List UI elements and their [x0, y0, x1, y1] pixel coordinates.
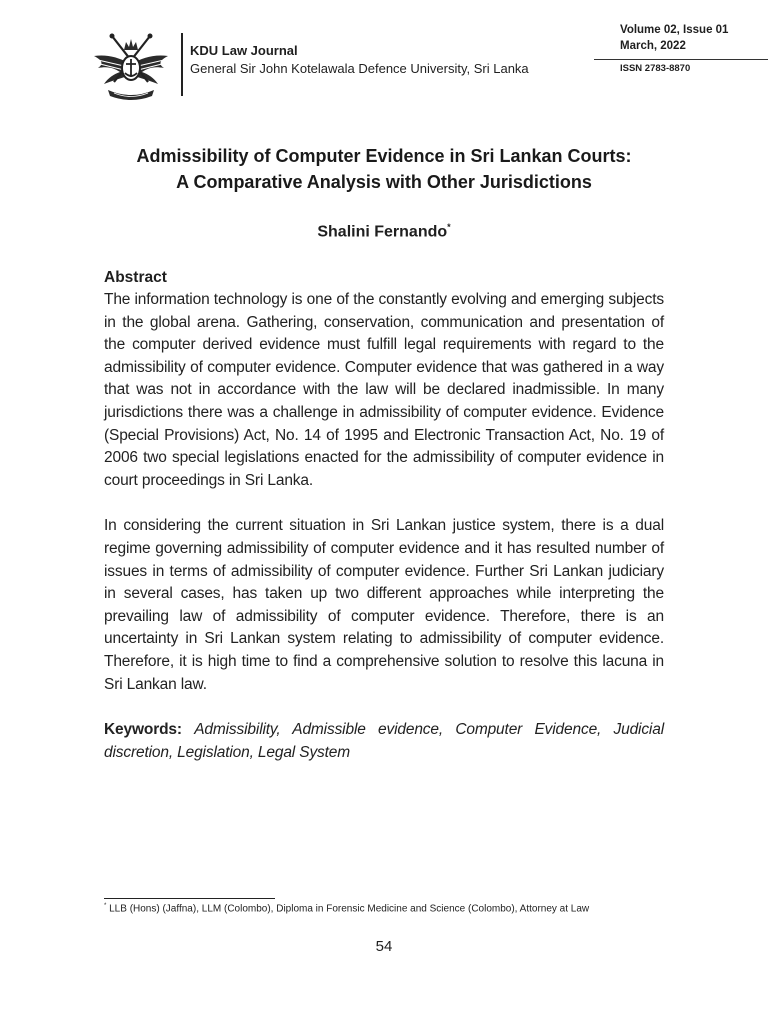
volume-issue: Volume 02, Issue 01 [620, 24, 729, 36]
abstract-heading: Abstract [104, 269, 167, 286]
journal-name: KDU Law Journal [190, 43, 298, 58]
keywords-list: Admissibility, Admissible evidence, Computer Evidence, Judicial discretion, Legislation, Legal System [104, 721, 664, 761]
footnote-mark: * [104, 903, 107, 909]
issue-date: March, 2022 [620, 40, 686, 52]
university-name: General Sir John Kotelawala Defence University, Sri Lanka [190, 61, 529, 76]
footnote [104, 903, 589, 914]
footnote-rule [104, 898, 275, 899]
issn: ISSN 2783-8870 [620, 63, 691, 74]
page-number: 54 [375, 938, 393, 955]
author [0, 222, 768, 241]
header-rule [594, 59, 768, 60]
footnote-text: LLB (Hons) (Jaffna), LLM (Colombo), Diploma in Forensic Medicine and Science (Colombo), Attorney at Law [109, 903, 590, 915]
article-title [90, 143, 678, 195]
author-footnote-mark: * [447, 222, 451, 232]
university-crest-icon [90, 30, 172, 102]
title-line-2: A Comparative Analysis with Other Jurisdictions [176, 172, 592, 192]
journal-info [190, 42, 529, 78]
header-divider [181, 33, 183, 96]
abstract-paragraph-1: The information technology is one of the constantly evolving and emerging subjects in the global arena. Gathering, conservation, communication and presentation of the computer derived evidence must fulfill legal requirements with regard to the admissibility of computer evidence. Computer evidence that was gathered in a way that was not in accordance with the law will be declared inadmissible. In many jurisdictions there was a challenge in admissibility of computer evidence. Evidence (Special Provisions) Act, No. 14 of 1995 and Electronic Transaction Act, No. 19 of 2006 two special legislations enacted for the admissibility of computer evidence in court proceedings in Sri Lanka. [104, 291, 664, 489]
abstract-paragraph-2: In considering the current situation in Sri Lankan justice system, there is a dual regime governing admissibility of computer evidence and it has resulted number of issues in terms of admissibility of computer evidence. Further Sri Lankan judiciary in several cases, has taken up two different approaches while interpreting the prevailing law of admissibility of computer evidence. Therefore, there is an uncertainty in Sri Lankan system relating to admissibility of computer evidence. Therefore, it is high time to find a comprehensive solution to resolve this lacuna in Sri Lankan law. [104, 517, 664, 693]
author-name: Shalini Fernando [317, 223, 448, 241]
abstract-section [104, 267, 664, 764]
issue-info [620, 22, 728, 54]
title-line-1: Admissibility of Computer Evidence in Sri Lankan Courts: [136, 146, 632, 166]
keywords [104, 719, 664, 764]
keywords-label: Keywords: [104, 721, 182, 739]
